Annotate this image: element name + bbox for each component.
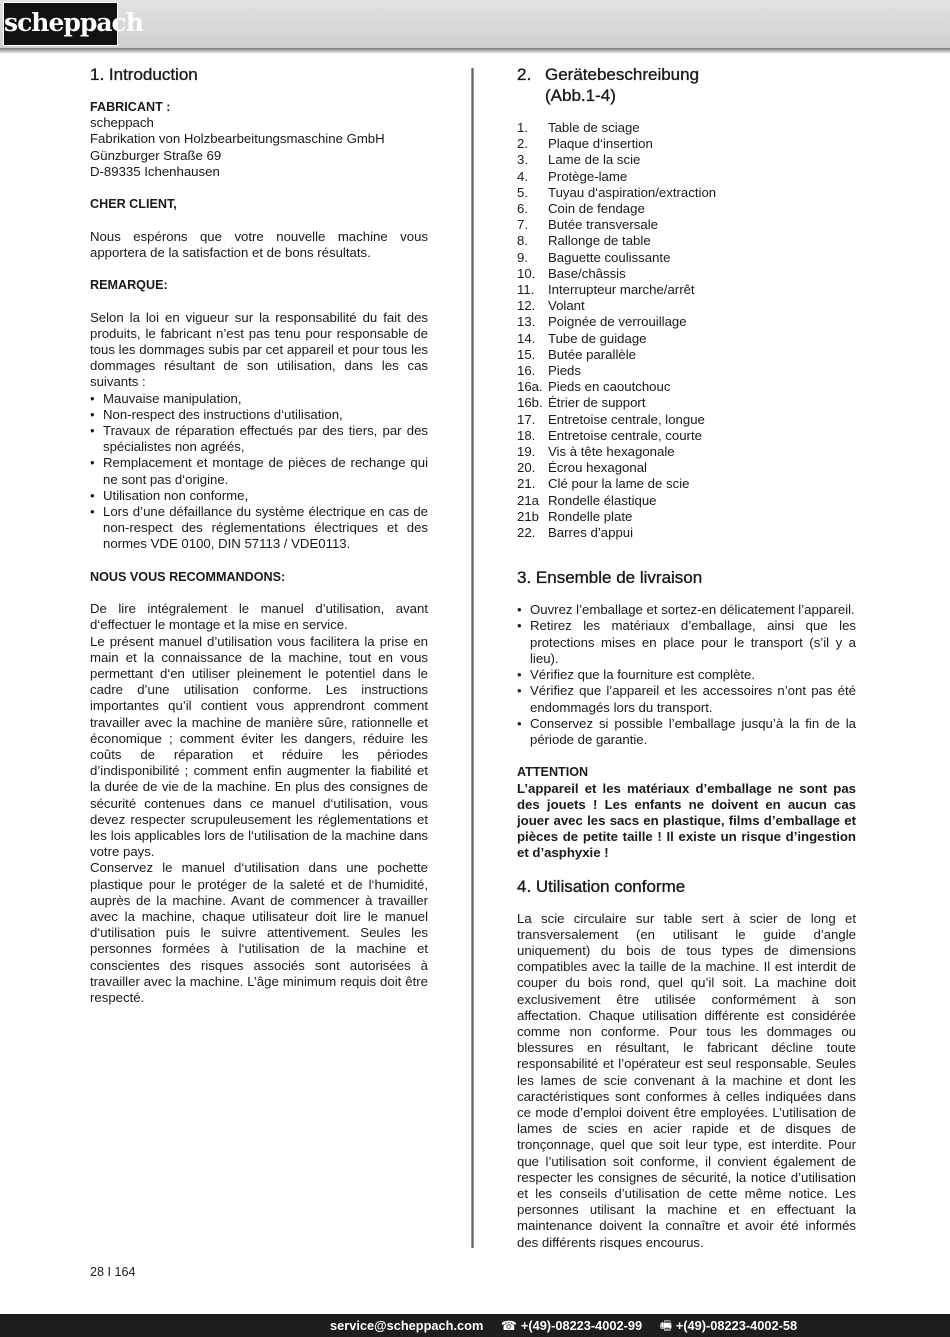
attention-label: ATTENTION bbox=[517, 765, 589, 780]
part-item bbox=[517, 395, 856, 411]
recommandons-paragraph: Conservez le manuel d‘utilisation dans une pochette plastique pour le protéger de la saleté et de l‘humidité, auprès de la machine. Avant de commencer à travailler avec la machine, chaque utilisateur doit lire le manuel d‘utilisation puis le suivre attentivement. Seules les personnes formées à l‘utilisation de la machine et conscientes des risques associés sont autorisées à travailler avec la machine. L’âge minimum requis doit être respecté. bbox=[90, 860, 428, 1006]
part-label: Baguette coulissante bbox=[548, 249, 671, 265]
part-label: Coin de fendage bbox=[548, 201, 645, 217]
list-item: • Mauvaise manipulation, bbox=[90, 391, 428, 407]
section-2-title bbox=[517, 64, 856, 106]
part-label: Interrupteur marche/arrêt bbox=[548, 282, 695, 298]
list-item: • Ouvrez l’emballage et sortez-en délicatement l’appareil. bbox=[517, 602, 856, 618]
part-number: 1. bbox=[517, 120, 528, 135]
brand-logo: scheppach bbox=[3, 2, 118, 46]
part-item bbox=[517, 136, 856, 152]
parts-list bbox=[517, 120, 856, 541]
address-line: scheppach bbox=[90, 115, 154, 131]
manufacturer-address bbox=[90, 115, 428, 180]
part-label: Butée parallèle bbox=[548, 346, 636, 362]
part-item bbox=[517, 331, 856, 347]
part-item bbox=[517, 120, 856, 136]
part-label: Poignée de verrouillage bbox=[548, 314, 687, 330]
phone-icon: ☎ bbox=[500, 1318, 517, 1333]
part-label: Rondelle plate bbox=[548, 508, 633, 524]
part-label: Entretoise centrale, courte bbox=[548, 427, 702, 443]
part-number: 9. bbox=[517, 249, 528, 265]
part-number: 10. bbox=[517, 265, 536, 281]
attention-warning: L’appareil et les matériaux d’emballage ne sont pas des jouets ! Les enfants ne doivent en aucun cas jouer avec les sacs en plastique, films d’emballage et pièces de petite taille ! Il existe un risque d’ingestion et d’asphyxie ! bbox=[517, 780, 856, 861]
list-item: • Remplacement et montage de pièces de rechange qui ne sont pas d‘origine. bbox=[90, 455, 428, 487]
part-number: 7. bbox=[517, 217, 528, 233]
section-3-title: 3. Ensemble de livraison bbox=[517, 568, 703, 588]
part-label: Butée transversale bbox=[548, 217, 658, 233]
list-item: • Conservez si possible l’emballage jusqu’à la fin de la période de garantie. bbox=[517, 716, 856, 748]
phone-number: +(49)-08223-4002-99 bbox=[520, 1318, 643, 1333]
part-item bbox=[517, 412, 856, 428]
part-number: 18. bbox=[517, 427, 536, 443]
part-number: 11. bbox=[517, 282, 535, 298]
part-number: 17. bbox=[517, 411, 536, 427]
part-item bbox=[517, 217, 856, 233]
address-line: Günzburger Straße 69 bbox=[90, 147, 222, 163]
part-label: Pieds bbox=[548, 363, 581, 379]
part-item bbox=[517, 444, 856, 460]
part-number: 16a. bbox=[517, 379, 543, 395]
part-number: 14. bbox=[517, 330, 536, 346]
recommandons-paragraph: De lire intégralement le manuel d’utilisation, avant d‘effectuer le montage et la mise en service. bbox=[90, 601, 428, 633]
part-label: Pieds en caoutchouc bbox=[548, 379, 671, 395]
remarque-paragraph: Selon la loi en vigueur sur la responsabilité du fait des produits, le fabricant n’est pas tenu pour responsable de tous les dommages subis par cet appareil et pour tous les dommages résultant de son utilisation, dans les cas suivants : bbox=[90, 309, 428, 390]
part-number: 21b bbox=[517, 508, 540, 524]
part-item bbox=[517, 298, 856, 314]
part-item bbox=[517, 185, 856, 201]
part-item bbox=[517, 428, 856, 444]
part-label: Lame de la scie bbox=[548, 152, 641, 168]
address-line: D-89335 Ichenhausen bbox=[90, 163, 220, 179]
part-item bbox=[517, 250, 856, 266]
part-item bbox=[517, 379, 856, 395]
part-number: 15. bbox=[517, 346, 536, 362]
part-label: Rallonge de table bbox=[548, 233, 651, 249]
part-item bbox=[517, 460, 856, 476]
part-number: 20. bbox=[517, 460, 536, 476]
part-number: 3. bbox=[517, 152, 528, 168]
section-2-title-line: (Abb.1-4) bbox=[545, 86, 616, 105]
list-item: • Utilisation non conforme, bbox=[90, 488, 428, 504]
left-column bbox=[90, 64, 428, 1006]
intro-paragraph: Nous espérons que votre nouvelle machine vous apportera de la satisfaction et de bons résultats. bbox=[90, 228, 428, 260]
part-item bbox=[517, 525, 856, 541]
section-1-title: 1. Introduction bbox=[90, 65, 198, 84]
part-item bbox=[517, 169, 856, 185]
recommandons-paragraph: Le présent manuel d’utilisation vous facilitera la prise en main et la connaissance de la machine, tout en vous permettant d‘en utiliser pleinement le potentiel dans le cadre d’une utilisation conforme. Les instructions importantes qu’il contient vous apprendront comment travailler avec la machine de manière sûre, rationnelle et économique ; comment éviter les dangers, réduire les coûts de réparation et réduire les périodes d’indisponibilité ; comment enfin augmenter la fiabilité et la durée de vie de la machine. En plus des consignes de sécurité contenues dans ce manuel d‘utilisation, vous devez respecter scrupuleusement les réglementations et les lois applicables lors de l‘utilisation de la machine dans votre pays. bbox=[90, 633, 428, 860]
part-number: 6. bbox=[517, 201, 528, 217]
part-item bbox=[517, 363, 856, 379]
part-item bbox=[517, 266, 856, 282]
part-label: Rondelle élastique bbox=[548, 492, 657, 508]
part-number: 22. bbox=[517, 525, 536, 541]
part-item bbox=[517, 314, 856, 330]
list-item: • Travaux de réparation effectués par des tiers, par des spécialistes non agréés, bbox=[90, 423, 428, 455]
part-number: 8. bbox=[517, 233, 528, 249]
fabricant-label: FABRICANT : bbox=[90, 100, 171, 114]
part-item bbox=[517, 476, 856, 492]
address-line: Fabrikation von Holzbearbeitungsmaschine GmbH bbox=[90, 131, 385, 147]
recommandons-label: NOUS VOUS RECOMMANDONS: bbox=[90, 569, 286, 584]
part-label: Plaque d‘insertion bbox=[548, 136, 653, 152]
part-item bbox=[517, 509, 856, 525]
part-number: 2. bbox=[517, 136, 528, 152]
column-divider bbox=[471, 68, 474, 1248]
part-number: 16b. bbox=[517, 395, 543, 411]
footer-bar bbox=[0, 1314, 950, 1337]
part-number: 16. bbox=[517, 363, 536, 379]
part-label: Table de sciage bbox=[548, 120, 640, 135]
delivery-list bbox=[517, 602, 856, 748]
part-number: 19. bbox=[517, 444, 536, 460]
part-number: 12. bbox=[517, 298, 536, 314]
service-email-link[interactable]: service@scheppach.com bbox=[330, 1318, 484, 1333]
list-item: • Vérifiez que la fourniture est complète. bbox=[517, 667, 856, 683]
section-2-number: 2. bbox=[517, 65, 532, 84]
part-number: 21. bbox=[517, 476, 536, 492]
part-item bbox=[517, 347, 856, 363]
header-shadow bbox=[0, 48, 950, 54]
part-item bbox=[517, 493, 856, 509]
page-number: 28 I 164 bbox=[90, 1265, 136, 1279]
section-4-paragraph: La scie circulaire sur table sert à scier de long et transversalement (en utilisant le guide d’angle uniquement) du bois de tous types de dimensions compatibles avec la taille de la machine. Il est interdit de couper du bois rond, quel qu’il soit. La machine doit exclusivement être utilisée conformément à son affectation. Chaque utilisation différente est considérée comme non conforme. Pour tous les dommages ou blessures en résultant, le fabricant décline toute responsabilité et l’opérateur est seul responsable. Seules les lames de scie convenant à la machine et dont les caractéristiques sont conformes à celles indiquées dans ce mode d’emploi doivent être employées. L’utilisation de lames de scies en acier rapide et de disques de tronçonnage, quel que soit leur type, est interdite. Pour que l’utilisation soit conforme, il convient également de respecter les consignes de sécurité, la notice d’utilisation et les conseils d’utilisation de cette même notice. Les personnes utilisant la machine et en effectuant la maintenance doivent la connaître et avoir été informés des différents risques encourus. bbox=[517, 910, 856, 1250]
fax-number: +(49)-08223-4002-58 bbox=[675, 1318, 798, 1333]
part-label: Volant bbox=[548, 298, 585, 314]
part-item bbox=[517, 233, 856, 249]
right-column bbox=[517, 64, 856, 1251]
part-number: 5. bbox=[517, 184, 528, 200]
part-label: Protège-lame bbox=[548, 168, 628, 184]
part-label: Barres d’appui bbox=[548, 525, 634, 541]
part-label: Vis à tête hexagonale bbox=[548, 444, 675, 460]
part-number: 21a bbox=[517, 492, 540, 508]
section-4-title: 4. Utilisation conforme bbox=[517, 876, 686, 896]
cher-client-label: CHER CLIENT, bbox=[90, 197, 177, 212]
list-item: • Vérifiez que l’appareil et les accessoires n’ont pas été endommagés lors du transport. bbox=[517, 683, 856, 715]
part-item bbox=[517, 201, 856, 217]
part-item bbox=[517, 152, 856, 168]
part-label: Écrou hexagonal bbox=[548, 460, 647, 476]
remarque-label: REMARQUE: bbox=[90, 278, 168, 293]
part-label: Étrier de support bbox=[548, 395, 646, 411]
section-2-title-line: Gerätebeschreibung bbox=[545, 65, 700, 84]
part-number: 4. bbox=[517, 168, 528, 184]
part-number: 13. bbox=[517, 314, 536, 330]
part-label: Clé pour la lame de scie bbox=[548, 476, 690, 492]
part-label: Tube de guidage bbox=[548, 330, 647, 346]
fax-icon: 🖷 bbox=[659, 1318, 672, 1333]
list-item: • Retirez les matériaux d’emballage, ainsi que les protections mises en place pour le transport (s’il y a lieu). bbox=[517, 618, 856, 667]
part-label: Base/châssis bbox=[548, 265, 626, 281]
part-label: Entretoise centrale, longue bbox=[548, 411, 705, 427]
part-label: Tuyau d‘aspiration/extraction bbox=[548, 184, 717, 200]
remarque-list bbox=[90, 391, 428, 553]
list-item: • Non-respect des instructions d‘utilisation, bbox=[90, 407, 428, 423]
part-item bbox=[517, 282, 856, 298]
list-item: • Lors d’une défaillance du système électrique en cas de non-respect des réglementations électriques et des normes VDE 0100, DIN 57113 / VDE0113. bbox=[90, 504, 428, 553]
